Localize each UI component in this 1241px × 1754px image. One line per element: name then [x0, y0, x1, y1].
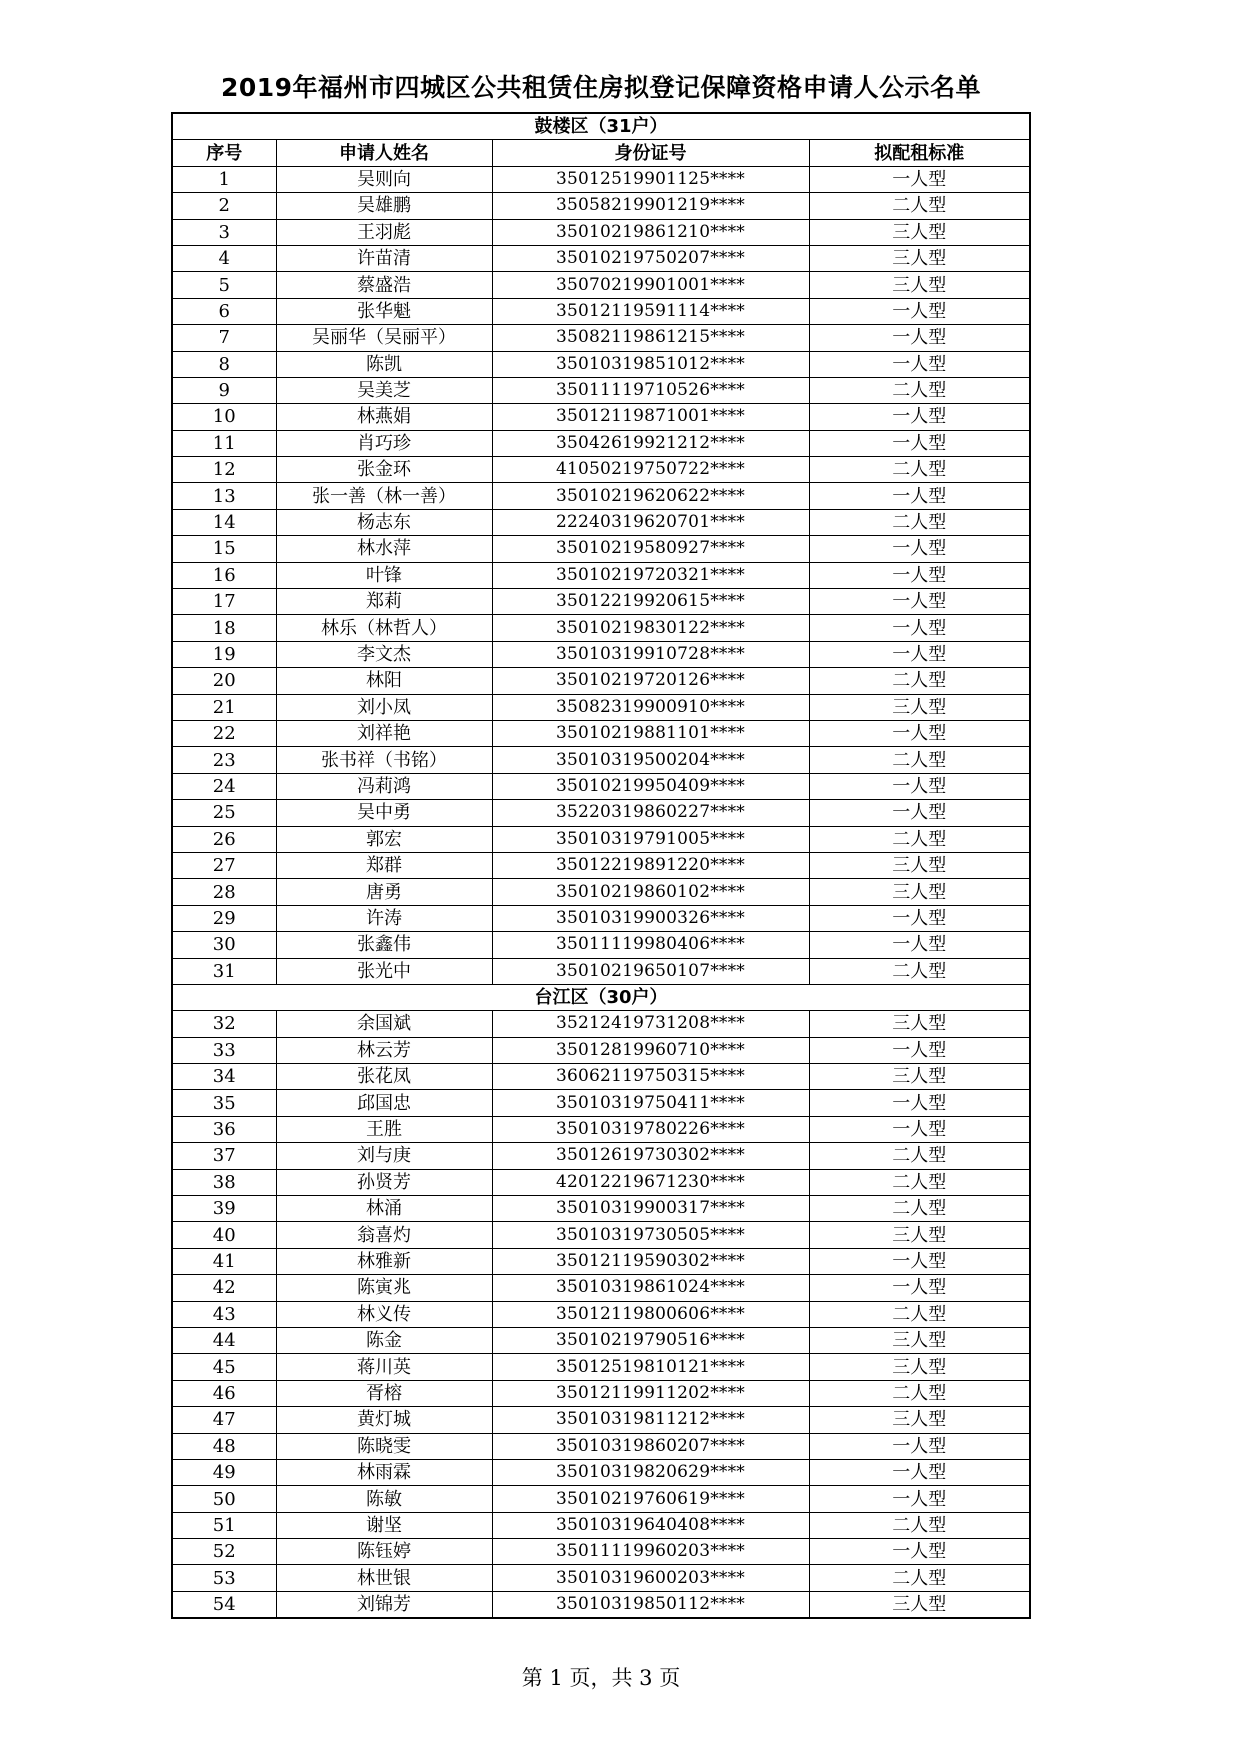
row-number-cell: 4	[172, 245, 276, 271]
row-number-cell: 45	[172, 1354, 276, 1380]
id-number-cell: 35010319500204****	[492, 747, 809, 773]
id-number-cell: 35058219901219****	[492, 193, 809, 219]
id-number-cell: 35012219920615****	[492, 589, 809, 615]
applicant-name-cell: 刘祥艳	[276, 720, 492, 746]
page-title: 2019年福州市四城区公共租赁住房拟登记保障资格申请人公示名单	[220, 73, 982, 102]
rental-standard-cell: 一人型	[809, 1116, 1030, 1142]
id-number-cell: 35012119911202****	[492, 1380, 809, 1406]
applicant-name-cell: 冯莉鸿	[276, 773, 492, 799]
row-number-cell: 31	[172, 958, 276, 984]
rental-standard-cell: 三人型	[809, 219, 1030, 245]
rental-standard-cell: 一人型	[809, 404, 1030, 430]
row-number-cell: 49	[172, 1459, 276, 1485]
district-label: 台江区（30户）	[172, 984, 1030, 1010]
rental-standard-cell: 一人型	[809, 1037, 1030, 1063]
table-row	[172, 641, 1030, 667]
applicant-name-cell: 陈寅兆	[276, 1275, 492, 1301]
applicant-name-cell: 吴中勇	[276, 800, 492, 826]
applicant-name-cell: 林阳	[276, 668, 492, 694]
table-row	[172, 1143, 1030, 1169]
table-row	[172, 694, 1030, 720]
id-number-cell: 35012219891220****	[492, 852, 809, 878]
row-number-cell: 39	[172, 1196, 276, 1222]
row-number-cell: 41	[172, 1248, 276, 1274]
row-number-cell: 26	[172, 826, 276, 852]
row-number-cell: 15	[172, 536, 276, 562]
rental-standard-cell: 一人型	[809, 932, 1030, 958]
table-row	[172, 509, 1030, 535]
applicant-name-cell: 郑莉	[276, 589, 492, 615]
table-row	[172, 1064, 1030, 1090]
row-number-cell: 33	[172, 1037, 276, 1063]
rental-standard-cell: 二人型	[809, 193, 1030, 219]
row-number-cell: 43	[172, 1301, 276, 1327]
table-row	[172, 298, 1030, 324]
applicant-name-cell: 郭宏	[276, 826, 492, 852]
row-number-cell: 42	[172, 1275, 276, 1301]
rental-standard-cell: 二人型	[809, 747, 1030, 773]
table-row	[172, 1037, 1030, 1063]
applicant-name-cell: 林云芳	[276, 1037, 492, 1063]
row-number-cell: 51	[172, 1512, 276, 1538]
table-row	[172, 852, 1030, 878]
applicant-table	[171, 112, 1031, 1619]
row-number-cell: 7	[172, 325, 276, 351]
district-label: 鼓楼区（31户）	[172, 113, 1030, 140]
table-row	[172, 1407, 1030, 1433]
row-number-cell: 44	[172, 1327, 276, 1353]
row-number-cell: 40	[172, 1222, 276, 1248]
id-number-cell: 35010219580927****	[492, 536, 809, 562]
row-number-cell: 1	[172, 166, 276, 192]
table-row	[172, 800, 1030, 826]
id-number-cell: 35012519901125****	[492, 166, 809, 192]
id-number-cell: 35010219750207****	[492, 245, 809, 271]
table-row	[172, 1512, 1030, 1538]
row-number-cell: 47	[172, 1407, 276, 1433]
row-number-cell: 16	[172, 562, 276, 588]
id-number-cell: 35010319820629****	[492, 1459, 809, 1485]
applicant-name-cell: 李文杰	[276, 641, 492, 667]
table-row	[172, 325, 1030, 351]
table-row	[172, 1248, 1030, 1274]
id-number-cell: 35082319900910****	[492, 694, 809, 720]
row-number-cell: 35	[172, 1090, 276, 1116]
table-row	[172, 1354, 1030, 1380]
id-number-cell: 35010219950409****	[492, 773, 809, 799]
rental-standard-cell: 一人型	[809, 325, 1030, 351]
rental-standard-cell: 一人型	[809, 430, 1030, 456]
row-number-cell: 17	[172, 589, 276, 615]
applicant-name-cell: 林涌	[276, 1196, 492, 1222]
applicant-name-cell: 张书祥（书铭）	[276, 747, 492, 773]
rental-standard-cell: 一人型	[809, 1459, 1030, 1485]
applicant-name-cell: 许苗清	[276, 245, 492, 271]
rental-standard-cell: 二人型	[809, 1512, 1030, 1538]
rental-standard-cell: 二人型	[809, 958, 1030, 984]
table-row	[172, 668, 1030, 694]
applicant-name-cell: 林雨霖	[276, 1459, 492, 1485]
rental-standard-cell: 一人型	[809, 720, 1030, 746]
row-number-cell: 46	[172, 1380, 276, 1406]
applicant-name-cell: 郑群	[276, 852, 492, 878]
rental-standard-cell: 一人型	[809, 483, 1030, 509]
applicant-name-cell: 邱国忠	[276, 1090, 492, 1116]
table-row	[172, 1459, 1030, 1485]
applicant-name-cell: 唐勇	[276, 879, 492, 905]
applicant-name-cell: 余国斌	[276, 1011, 492, 1037]
table-row	[172, 1275, 1030, 1301]
rental-standard-cell: 二人型	[809, 457, 1030, 483]
id-number-cell: 35010319640408****	[492, 1512, 809, 1538]
id-number-cell: 35012119800606****	[492, 1301, 809, 1327]
row-number-cell: 13	[172, 483, 276, 509]
table-row	[172, 932, 1030, 958]
column-header-row	[172, 140, 1030, 166]
rental-standard-cell: 一人型	[809, 562, 1030, 588]
applicant-name-cell: 许涛	[276, 905, 492, 931]
row-number-cell: 48	[172, 1433, 276, 1459]
id-number-cell: 35220319860227****	[492, 800, 809, 826]
applicant-name-cell: 林世银	[276, 1565, 492, 1591]
id-number-cell: 35070219901001****	[492, 272, 809, 298]
id-number-cell: 35010219620622****	[492, 483, 809, 509]
id-number-cell: 35010319861024****	[492, 1275, 809, 1301]
applicant-name-cell: 杨志东	[276, 509, 492, 535]
applicant-name-cell: 胥榕	[276, 1380, 492, 1406]
table-row	[172, 1380, 1030, 1406]
rental-standard-cell: 一人型	[809, 773, 1030, 799]
id-number-cell: 36062119750315****	[492, 1064, 809, 1090]
table-row	[172, 1539, 1030, 1565]
rental-standard-cell: 二人型	[809, 1380, 1030, 1406]
applicant-name-cell: 蒋川英	[276, 1354, 492, 1380]
id-number-cell: 22240319620701****	[492, 509, 809, 535]
id-number-cell: 35012819960710****	[492, 1037, 809, 1063]
row-number-cell: 37	[172, 1143, 276, 1169]
table-row	[172, 193, 1030, 219]
id-number-cell: 35010319780226****	[492, 1116, 809, 1142]
table-row	[172, 1565, 1030, 1591]
row-number-cell: 52	[172, 1539, 276, 1565]
applicant-name-cell: 叶锋	[276, 562, 492, 588]
rental-standard-cell: 一人型	[809, 905, 1030, 931]
id-number-cell: 35012519810121****	[492, 1354, 809, 1380]
applicant-name-cell: 刘锦芳	[276, 1591, 492, 1618]
applicant-name-cell: 张华魁	[276, 298, 492, 324]
applicant-name-cell: 谢坚	[276, 1512, 492, 1538]
rental-standard-cell: 一人型	[809, 351, 1030, 377]
applicant-name-cell: 刘与庚	[276, 1143, 492, 1169]
id-number-cell: 35010219790516****	[492, 1327, 809, 1353]
row-number-cell: 9	[172, 377, 276, 403]
row-number-cell: 6	[172, 298, 276, 324]
rental-standard-cell: 一人型	[809, 536, 1030, 562]
id-number-cell: 35012619730302****	[492, 1143, 809, 1169]
rental-standard-cell: 一人型	[809, 298, 1030, 324]
rental-standard-cell: 二人型	[809, 668, 1030, 694]
row-number-cell: 36	[172, 1116, 276, 1142]
table-row	[172, 1486, 1030, 1512]
row-number-cell: 32	[172, 1011, 276, 1037]
id-number-cell: 35010219760619****	[492, 1486, 809, 1512]
table-row	[172, 879, 1030, 905]
table-row	[172, 166, 1030, 192]
rental-standard-cell: 一人型	[809, 800, 1030, 826]
id-number-cell: 35010219720126****	[492, 668, 809, 694]
applicant-name-cell: 林燕娟	[276, 404, 492, 430]
row-number-cell: 19	[172, 641, 276, 667]
id-number-cell: 35010219881101****	[492, 720, 809, 746]
applicant-name-cell: 吴美芝	[276, 377, 492, 403]
rental-standard-cell: 二人型	[809, 1196, 1030, 1222]
rental-standard-cell: 二人型	[809, 377, 1030, 403]
id-number-cell: 35212419731208****	[492, 1011, 809, 1037]
applicant-name-cell: 肖巧珍	[276, 430, 492, 456]
id-number-cell: 35011119710526****	[492, 377, 809, 403]
applicant-name-cell: 翁喜灼	[276, 1222, 492, 1248]
rental-standard-cell: 三人型	[809, 245, 1030, 271]
column-header-id-number: 身份证号	[492, 140, 809, 166]
applicant-name-cell: 张鑫伟	[276, 932, 492, 958]
table-row	[172, 219, 1030, 245]
rental-standard-cell: 二人型	[809, 826, 1030, 852]
id-number-cell: 35010219720321****	[492, 562, 809, 588]
applicant-name-cell: 张金环	[276, 457, 492, 483]
table-row	[172, 615, 1030, 641]
rental-standard-cell: 三人型	[809, 1407, 1030, 1433]
column-header-row-number: 序号	[172, 140, 276, 166]
row-number-cell: 20	[172, 668, 276, 694]
row-number-cell: 38	[172, 1169, 276, 1195]
rental-standard-cell: 二人型	[809, 1169, 1030, 1195]
rental-standard-cell: 一人型	[809, 641, 1030, 667]
column-header-rental-standard: 拟配租标准	[809, 140, 1030, 166]
id-number-cell: 35010219830122****	[492, 615, 809, 641]
id-number-cell: 35011119960203****	[492, 1539, 809, 1565]
table-row	[172, 536, 1030, 562]
id-number-cell: 35010219861210****	[492, 219, 809, 245]
id-number-cell: 35082119861215****	[492, 325, 809, 351]
rental-standard-cell: 一人型	[809, 1248, 1030, 1274]
id-number-cell: 35010319910728****	[492, 641, 809, 667]
column-header-applicant-name: 申请人姓名	[276, 140, 492, 166]
applicant-name-cell: 吴丽华（吴丽平）	[276, 325, 492, 351]
row-number-cell: 8	[172, 351, 276, 377]
applicant-name-cell: 王胜	[276, 1116, 492, 1142]
rental-standard-cell: 二人型	[809, 1143, 1030, 1169]
applicant-name-cell: 吴则向	[276, 166, 492, 192]
table-row	[172, 245, 1030, 271]
row-number-cell: 18	[172, 615, 276, 641]
table-row	[172, 1222, 1030, 1248]
id-number-cell: 35010319600203****	[492, 1565, 809, 1591]
id-number-cell: 35010319850112****	[492, 1591, 809, 1618]
id-number-cell: 41050219750722****	[492, 457, 809, 483]
applicant-name-cell: 张一善（林一善）	[276, 483, 492, 509]
applicant-name-cell: 张花凤	[276, 1064, 492, 1090]
table-row	[172, 404, 1030, 430]
rental-standard-cell: 二人型	[809, 1301, 1030, 1327]
applicant-name-cell: 张光中	[276, 958, 492, 984]
rental-standard-cell: 一人型	[809, 589, 1030, 615]
rental-standard-cell: 一人型	[809, 1433, 1030, 1459]
id-number-cell: 35010319730505****	[492, 1222, 809, 1248]
applicant-name-cell: 陈晓雯	[276, 1433, 492, 1459]
applicant-name-cell: 孙贤芳	[276, 1169, 492, 1195]
table-row	[172, 377, 1030, 403]
rental-standard-cell: 三人型	[809, 1222, 1030, 1248]
row-number-cell: 29	[172, 905, 276, 931]
row-number-cell: 14	[172, 509, 276, 535]
row-number-cell: 24	[172, 773, 276, 799]
applicant-name-cell: 陈钰婷	[276, 1539, 492, 1565]
rental-standard-cell: 三人型	[809, 879, 1030, 905]
applicant-name-cell: 林雅新	[276, 1248, 492, 1274]
table-row	[172, 773, 1030, 799]
table-row	[172, 562, 1030, 588]
row-number-cell: 11	[172, 430, 276, 456]
table-row	[172, 1433, 1030, 1459]
rental-standard-cell: 三人型	[809, 1064, 1030, 1090]
rental-standard-cell: 一人型	[809, 1539, 1030, 1565]
row-number-cell: 25	[172, 800, 276, 826]
table-body	[172, 113, 1030, 1618]
id-number-cell: 35012119590302****	[492, 1248, 809, 1274]
row-number-cell: 30	[172, 932, 276, 958]
table-row	[172, 1591, 1030, 1618]
rental-standard-cell: 一人型	[809, 166, 1030, 192]
table-row	[172, 1169, 1030, 1195]
row-number-cell: 5	[172, 272, 276, 298]
row-number-cell: 2	[172, 193, 276, 219]
table-row	[172, 1116, 1030, 1142]
row-number-cell: 21	[172, 694, 276, 720]
district-section-header	[172, 984, 1030, 1010]
id-number-cell: 35010319811212****	[492, 1407, 809, 1433]
rental-standard-cell: 一人型	[809, 1486, 1030, 1512]
table-row	[172, 1327, 1030, 1353]
row-number-cell: 27	[172, 852, 276, 878]
table-row	[172, 483, 1030, 509]
table-row	[172, 430, 1030, 456]
rental-standard-cell: 三人型	[809, 1354, 1030, 1380]
id-number-cell: 35011119980406****	[492, 932, 809, 958]
table-row	[172, 905, 1030, 931]
table-row	[172, 1011, 1030, 1037]
row-number-cell: 34	[172, 1064, 276, 1090]
applicant-name-cell: 王羽彪	[276, 219, 492, 245]
table-row	[172, 747, 1030, 773]
id-number-cell: 35010319791005****	[492, 826, 809, 852]
row-number-cell: 28	[172, 879, 276, 905]
applicant-name-cell: 陈凯	[276, 351, 492, 377]
row-number-cell: 50	[172, 1486, 276, 1512]
applicant-name-cell: 黄灯城	[276, 1407, 492, 1433]
rental-standard-cell: 一人型	[809, 615, 1030, 641]
row-number-cell: 12	[172, 457, 276, 483]
applicant-name-cell: 刘小凤	[276, 694, 492, 720]
applicant-name-cell: 吴雄鹏	[276, 193, 492, 219]
rental-standard-cell: 三人型	[809, 272, 1030, 298]
table-row	[172, 457, 1030, 483]
row-number-cell: 10	[172, 404, 276, 430]
table-row	[172, 589, 1030, 615]
rental-standard-cell: 三人型	[809, 1327, 1030, 1353]
applicant-name-cell: 陈敏	[276, 1486, 492, 1512]
id-number-cell: 35012119591114****	[492, 298, 809, 324]
table-row	[172, 720, 1030, 746]
rental-standard-cell: 二人型	[809, 1565, 1030, 1591]
rental-standard-cell: 二人型	[809, 509, 1030, 535]
id-number-cell: 35012119871001****	[492, 404, 809, 430]
row-number-cell: 54	[172, 1591, 276, 1618]
applicant-name-cell: 陈金	[276, 1327, 492, 1353]
id-number-cell: 42012219671230****	[492, 1169, 809, 1195]
applicant-name-cell: 林乐（林哲人）	[276, 615, 492, 641]
id-number-cell: 35010219860102****	[492, 879, 809, 905]
id-number-cell: 35010319900326****	[492, 905, 809, 931]
rental-standard-cell: 三人型	[809, 694, 1030, 720]
id-number-cell: 35010319750411****	[492, 1090, 809, 1116]
applicant-name-cell: 林水萍	[276, 536, 492, 562]
table-row	[172, 1301, 1030, 1327]
rental-standard-cell: 三人型	[809, 1011, 1030, 1037]
table-row	[172, 958, 1030, 984]
rental-standard-cell: 一人型	[809, 1275, 1030, 1301]
row-number-cell: 53	[172, 1565, 276, 1591]
table-row	[172, 826, 1030, 852]
page-footer: 第 1 页，共 3 页	[521, 1666, 681, 1690]
applicant-name-cell: 林义传	[276, 1301, 492, 1327]
id-number-cell: 35010219650107****	[492, 958, 809, 984]
district-section-header	[172, 113, 1030, 140]
id-number-cell: 35010319900317****	[492, 1196, 809, 1222]
applicant-name-cell: 蔡盛浩	[276, 272, 492, 298]
rental-standard-cell: 三人型	[809, 852, 1030, 878]
table-row	[172, 351, 1030, 377]
table-row	[172, 1196, 1030, 1222]
table-row	[172, 272, 1030, 298]
id-number-cell: 35042619921212****	[492, 430, 809, 456]
table-row	[172, 1090, 1030, 1116]
id-number-cell: 35010319860207****	[492, 1433, 809, 1459]
row-number-cell: 23	[172, 747, 276, 773]
row-number-cell: 3	[172, 219, 276, 245]
row-number-cell: 22	[172, 720, 276, 746]
id-number-cell: 35010319851012****	[492, 351, 809, 377]
rental-standard-cell: 一人型	[809, 1090, 1030, 1116]
rental-standard-cell: 三人型	[809, 1591, 1030, 1618]
